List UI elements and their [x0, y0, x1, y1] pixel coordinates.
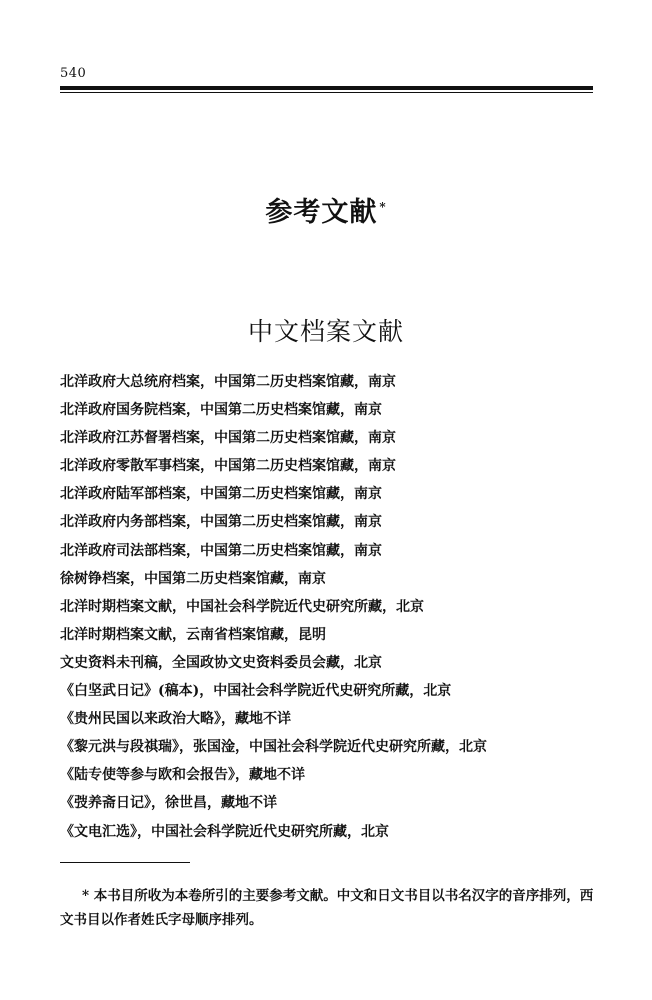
header-rule-thick [60, 86, 593, 90]
reference-item: 北洋政府大总统府档案，中国第二历史档案馆藏，南京 [60, 374, 396, 390]
reference-item: 北洋时期档案文献，云南省档案馆藏，昆明 [60, 626, 326, 643]
footnote: * 本书目所收为本卷所引的主要参考文献。中文和日文书目以书名汉字的音序排列，西文书目以作者姓氏字母顺序排列。 [60, 888, 594, 928]
footnote-rule [60, 862, 190, 863]
page-number: 540 [60, 66, 87, 81]
reference-item: 北洋政府零散军事档案，中国第二历史档案馆藏，南京 [60, 458, 396, 475]
reference-item: 《弢养斋日记》，徐世昌，藏地不详 [60, 795, 277, 812]
reference-item: 《白坚武日记》(稿本)，中国社会科学院近代史研究所藏，北京 [60, 683, 452, 700]
chapter-title-text: 参考文献 [265, 197, 378, 228]
reference-item: 《黎元洪与段祺瑞》，张国淦，中国社会科学院近代史研究所藏，北京 [60, 739, 487, 756]
reference-list [60, 372, 600, 850]
reference-item: 北洋政府陆军部档案，中国第二历史档案馆藏，南京 [60, 486, 382, 503]
reference-item: 徐树铮档案，中国第二历史档案馆藏，南京 [60, 570, 326, 587]
reference-item: 《贵州民国以来政治大略》，藏地不详 [60, 711, 291, 728]
reference-item: 文史资料未刊稿，全国政协文史资料委员会藏，北京 [60, 654, 382, 671]
reference-item: 北洋政府江苏督署档案，中国第二历史档案馆藏，南京 [60, 430, 396, 447]
header-rule-thin [60, 92, 593, 93]
reference-item: 《文电汇选》，中国社会科学院近代史研究所藏，北京 [60, 823, 389, 840]
chapter-title [0, 190, 652, 229]
section-title: 中文档案文献 [247, 317, 404, 346]
reference-item: 北洋政府内务部档案，中国第二历史档案馆藏，南京 [60, 514, 382, 531]
footnote-marker: * [379, 200, 387, 214]
reference-item: 北洋时期档案文献，中国社会科学院近代史研究所藏，北京 [60, 598, 424, 615]
reference-item: 北洋政府司法部档案，中国第二历史档案馆藏，南京 [60, 542, 382, 559]
reference-item: 《陆专使等参与欧和会报告》，藏地不详 [60, 767, 305, 784]
reference-item: 北洋政府国务院档案，中国第二历史档案馆藏，南京 [60, 402, 382, 419]
